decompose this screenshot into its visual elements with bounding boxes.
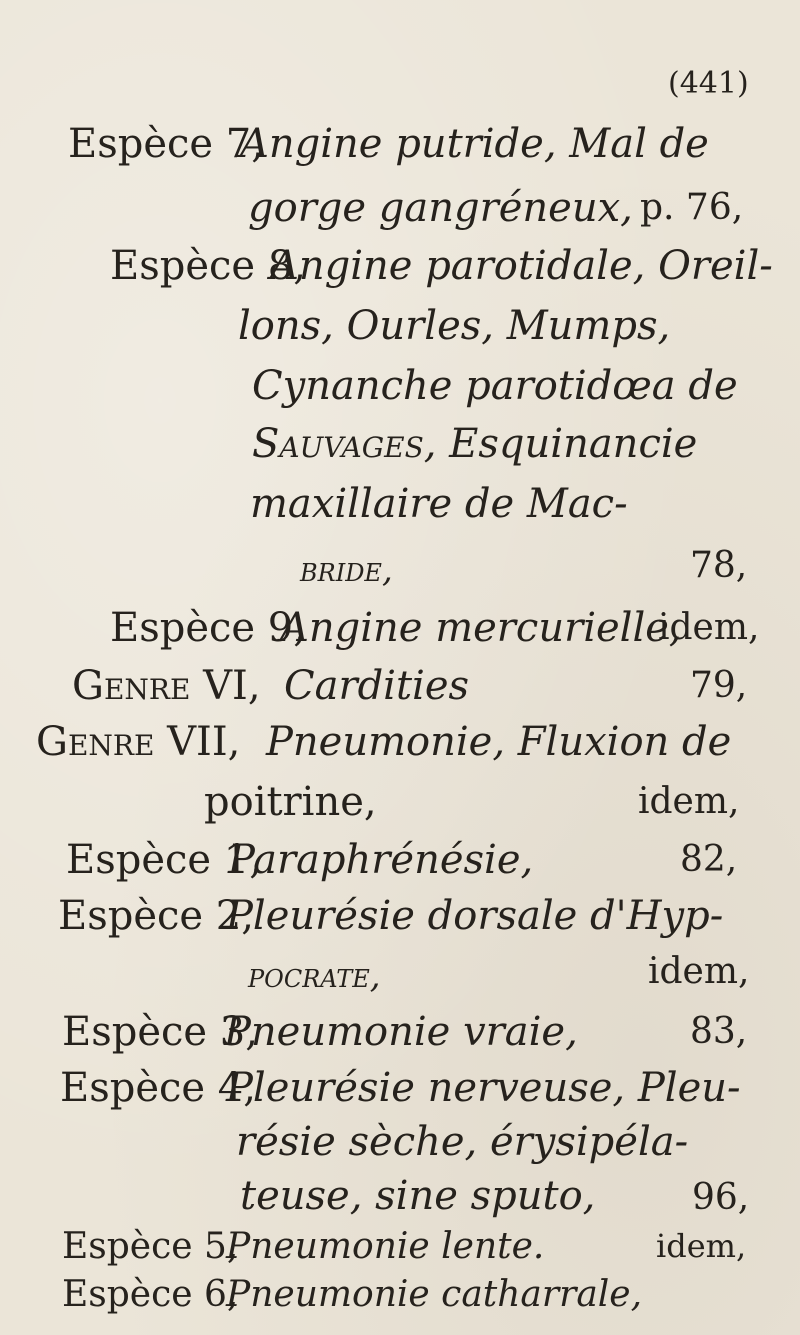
entry-label: Espèce 2, xyxy=(58,893,254,939)
entry-text: Pleurésie nerveuse, Pleu- xyxy=(226,1065,741,1111)
entry-label: Espèce 1, xyxy=(66,837,262,883)
entry-label: Espèce 8, xyxy=(110,243,306,289)
entry-text-line xyxy=(252,420,697,468)
entry-page-ref: 96, xyxy=(692,1177,750,1218)
entry-text: Pleurésie dorsale d'Hyp- xyxy=(226,893,724,939)
entry-label: Espèce 9, xyxy=(110,605,306,651)
entry-text: Cynanche parotidœa de xyxy=(252,363,738,409)
entry-text: résie sèche, érysipéla- xyxy=(236,1119,689,1165)
entry-page-ref: idem, xyxy=(638,781,740,822)
entry-text: lons, Ourles, Mumps, xyxy=(238,303,671,349)
entry-page-ref: 83, xyxy=(690,1011,748,1052)
entry-label: Espèce 5, xyxy=(62,1226,239,1267)
entry-text: Pneumonie lente. xyxy=(226,1226,545,1267)
genre-label: Genre VI, xyxy=(72,663,261,709)
entry-page-ref: p. 76, xyxy=(640,187,744,228)
entry-text: Paraphrénésie, xyxy=(228,837,534,883)
entry-label: Espèce 7, xyxy=(68,121,264,167)
entry-text: teuse, sine sputo, xyxy=(240,1173,596,1219)
entry-page-ref: idem, xyxy=(656,1227,747,1265)
entry-page-ref: idem, xyxy=(648,951,750,992)
entry-text: , Esquinancie xyxy=(423,421,698,467)
entry-text: Angine parotidale, Oreil- xyxy=(270,243,773,289)
entry-text: Angine putride, Mal de xyxy=(240,121,709,167)
author-name: pocrate, xyxy=(248,956,381,996)
entry-text: Pneumonie vraie, xyxy=(224,1009,578,1055)
entry-text: Pneumonie, Fluxion de xyxy=(266,719,732,765)
entry-page-ref: 78, xyxy=(690,545,748,586)
entry-page-ref: idem, xyxy=(658,607,760,648)
entry-label: Espèce 3, xyxy=(62,1009,258,1055)
entry-page-ref: 79, xyxy=(690,665,748,706)
entry-text: poitrine, xyxy=(204,779,377,825)
author-name: bride, xyxy=(300,550,393,590)
entry-text: Cardities xyxy=(284,663,470,709)
entry-page-ref: 82, xyxy=(680,839,738,880)
entry-text: gorge gangréneux, xyxy=(248,185,633,231)
entry-label: Espèce 6, xyxy=(62,1274,239,1315)
entry-label: Espèce 4, xyxy=(60,1065,256,1111)
entry-text: Pneumonie catharrale, xyxy=(226,1274,643,1315)
entry-text: Angine mercurielle, xyxy=(280,605,682,651)
entry-text: maxillaire de Mac- xyxy=(250,481,628,527)
page-number: (441) xyxy=(668,66,749,101)
author-name: Sauvages xyxy=(252,421,424,467)
genre-label: Genre VII, xyxy=(36,719,241,765)
